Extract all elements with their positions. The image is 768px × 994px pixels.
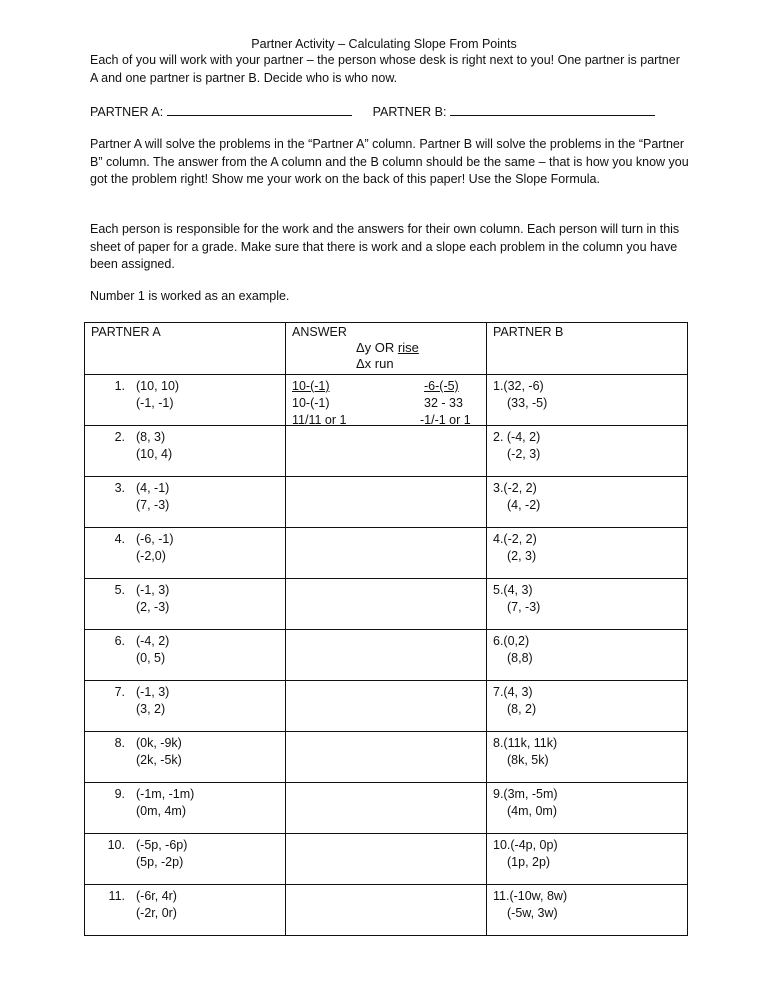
partner-b-point-2: (4, -2) <box>507 498 541 512</box>
problem-number: 2. <box>114 430 125 444</box>
partner-b-point-1: 1.(32, -6) <box>493 379 544 393</box>
partner-b-point-1: 9.(3m, -5m) <box>493 787 558 801</box>
partner-b-point-1: 2. (-4, 2) <box>493 430 541 444</box>
problem-number: 1. <box>114 379 125 393</box>
problem-row <box>85 834 688 885</box>
partner-b-point-2: (-5w, 3w) <box>507 906 558 920</box>
partner-b-point-2: (8,8) <box>507 651 533 665</box>
answer-cell[interactable] <box>286 834 487 885</box>
answer-cell <box>286 375 487 426</box>
partner-b-point-1: 11.(-10w, 8w) <box>493 889 568 903</box>
partner-a-points: (0k, -9k) (2k, -5k) <box>136 736 182 767</box>
partner-b-point-2: (7, -3) <box>507 600 541 614</box>
slope-formula <box>286 340 486 374</box>
partner-a-points: (-1m, -1m) (0m, 4m) <box>136 787 195 818</box>
problem-row <box>85 630 688 681</box>
partner-names-line <box>90 103 690 122</box>
partner-b-point-1: 10.(-4p, 0p) <box>493 838 558 852</box>
partner-a-problem <box>85 681 286 732</box>
partner-b-name-blank[interactable] <box>450 103 655 116</box>
partner-b-point-2: (8, 2) <box>507 702 537 716</box>
partner-b-point-2: (2, 3) <box>507 549 537 563</box>
partner-a-name-blank[interactable] <box>167 103 352 116</box>
partner-b-problem <box>487 375 688 426</box>
answer-cell[interactable] <box>286 426 487 477</box>
partner-a-problem <box>85 528 286 579</box>
problem-row <box>85 732 688 783</box>
problem-row <box>85 375 688 426</box>
partner-a-points: (-1, 3) (3, 2) <box>136 685 170 716</box>
instructions-paragraph-2: Each person is responsible for the work and the answers for their own column. Each person will turn in this sheet of paper for a grade. Make sure that there is work and a slope each problem in the column you have been assigned. <box>90 222 680 271</box>
problem-row <box>85 579 688 630</box>
partner-a-problem <box>85 885 286 936</box>
problem-row <box>85 477 688 528</box>
answer-cell[interactable] <box>286 477 487 528</box>
problem-number: 6. <box>114 634 125 648</box>
answer-cell[interactable] <box>286 732 487 783</box>
partner-b-point-1: 4.(-2, 2) <box>493 532 537 546</box>
partner-b-problem <box>487 681 688 732</box>
partner-a-problem <box>85 477 286 528</box>
example-a-result: 11/11 or 1 <box>292 413 347 427</box>
partner-a-problem <box>85 630 286 681</box>
example-note: Number 1 is worked as an example. <box>90 289 290 303</box>
problem-number: 7. <box>114 685 125 699</box>
partner-b-label: PARTNER B: <box>372 105 447 119</box>
problem-number: 8. <box>114 736 125 750</box>
partner-a-problem <box>85 375 286 426</box>
partner-a-problem <box>85 834 286 885</box>
answer-cell[interactable] <box>286 885 487 936</box>
partner-b-point-1: 7.(4, 3) <box>493 685 533 699</box>
partner-a-points: (-5p, -6p) (5p, -2p) <box>136 838 188 869</box>
example-b-result: -1/-1 or 1 <box>420 413 471 427</box>
partner-b-problem <box>487 783 688 834</box>
partner-b-point-1: 3.(-2, 2) <box>493 481 537 495</box>
problem-number: 10. <box>107 838 125 852</box>
problem-row <box>85 528 688 579</box>
problem-row <box>85 783 688 834</box>
partner-b-point-2: (8k, 5k) <box>507 753 549 767</box>
problem-table <box>84 322 688 936</box>
problem-row <box>85 426 688 477</box>
example-a-denominator: 10-(-1) <box>292 396 330 410</box>
answer-cell[interactable] <box>286 528 487 579</box>
partner-a-problem <box>85 732 286 783</box>
answer-cell[interactable] <box>286 783 487 834</box>
formula-top: Δy OR rise <box>356 340 419 355</box>
partner-b-problem <box>487 732 688 783</box>
intro-paragraph: Each of you will work with your partner – the person whose desk is right next to you! One partner is partner A and one partner is partner B. Decide who is who now. <box>90 53 680 85</box>
partner-b-point-1: 8.(11k, 11k) <box>493 736 558 750</box>
page-title: Partner Activity – Calculating Slope From Points <box>251 37 517 51</box>
problem-row <box>85 885 688 936</box>
partner-a-points: (-6r, 4r) (-2r, 0r) <box>136 889 177 920</box>
problem-number: 5. <box>114 583 125 597</box>
partner-b-problem <box>487 579 688 630</box>
partner-b-point-2: (33, -5) <box>507 396 548 410</box>
partner-a-points: (-1, 3) (2, -3) <box>136 583 170 614</box>
header-partner-a: PARTNER A <box>85 323 286 375</box>
partner-b-problem <box>487 528 688 579</box>
partner-a-points: (-6, -1) (-2,0) <box>136 532 174 563</box>
partner-b-problem <box>487 885 688 936</box>
partner-b-point-1: 5.(4, 3) <box>493 583 533 597</box>
partner-a-points: (10, 10) (-1, -1) <box>136 379 180 410</box>
partner-a-label: PARTNER A: <box>90 105 164 119</box>
header-answer: ANSWER Δy OR rise Δx run <box>286 323 487 375</box>
example-b-numerator: -6-(-5) <box>424 379 459 393</box>
partner-b-point-2: (1p, 2p) <box>507 855 551 869</box>
example-b-denominator: 32 - 33 <box>424 396 463 410</box>
partner-a-points: (-4, 2) (0, 5) <box>136 634 170 665</box>
header-partner-b: PARTNER B <box>487 323 688 375</box>
problem-number: 3. <box>114 481 125 495</box>
formula-bottom: Δx run <box>356 356 394 371</box>
partner-a-points: (4, -1) (7, -3) <box>136 481 170 512</box>
problem-number: 9. <box>114 787 125 801</box>
partner-b-problem <box>487 834 688 885</box>
answer-cell[interactable] <box>286 630 487 681</box>
answer-cell[interactable] <box>286 681 487 732</box>
instructions-paragraph-1: Partner A will solve the problems in the “Partner A” column. Partner B will solve the problems in the “Partner B” column. The answer from the A column and the B column should be the same – that is how you know you got the problem right! Show me your work on the back of this paper! Use the Slope Formula. <box>90 137 689 186</box>
problem-number: 4. <box>114 532 125 546</box>
example-a-numerator: 10-(-1) <box>292 379 330 393</box>
partner-b-point-2: (4m, 0m) <box>507 804 557 818</box>
partner-b-point-2: (-2, 3) <box>507 447 541 461</box>
partner-a-problem <box>85 783 286 834</box>
partner-b-point-1: 6.(0,2) <box>493 634 530 648</box>
partner-b-problem <box>487 477 688 528</box>
problem-number: 11. <box>108 889 125 903</box>
answer-cell[interactable] <box>286 579 487 630</box>
partner-b-problem <box>487 630 688 681</box>
partner-a-points: (8, 3) (10, 4) <box>136 430 173 461</box>
problem-row <box>85 681 688 732</box>
partner-a-problem <box>85 579 286 630</box>
partner-a-problem <box>85 426 286 477</box>
partner-b-problem <box>487 426 688 477</box>
